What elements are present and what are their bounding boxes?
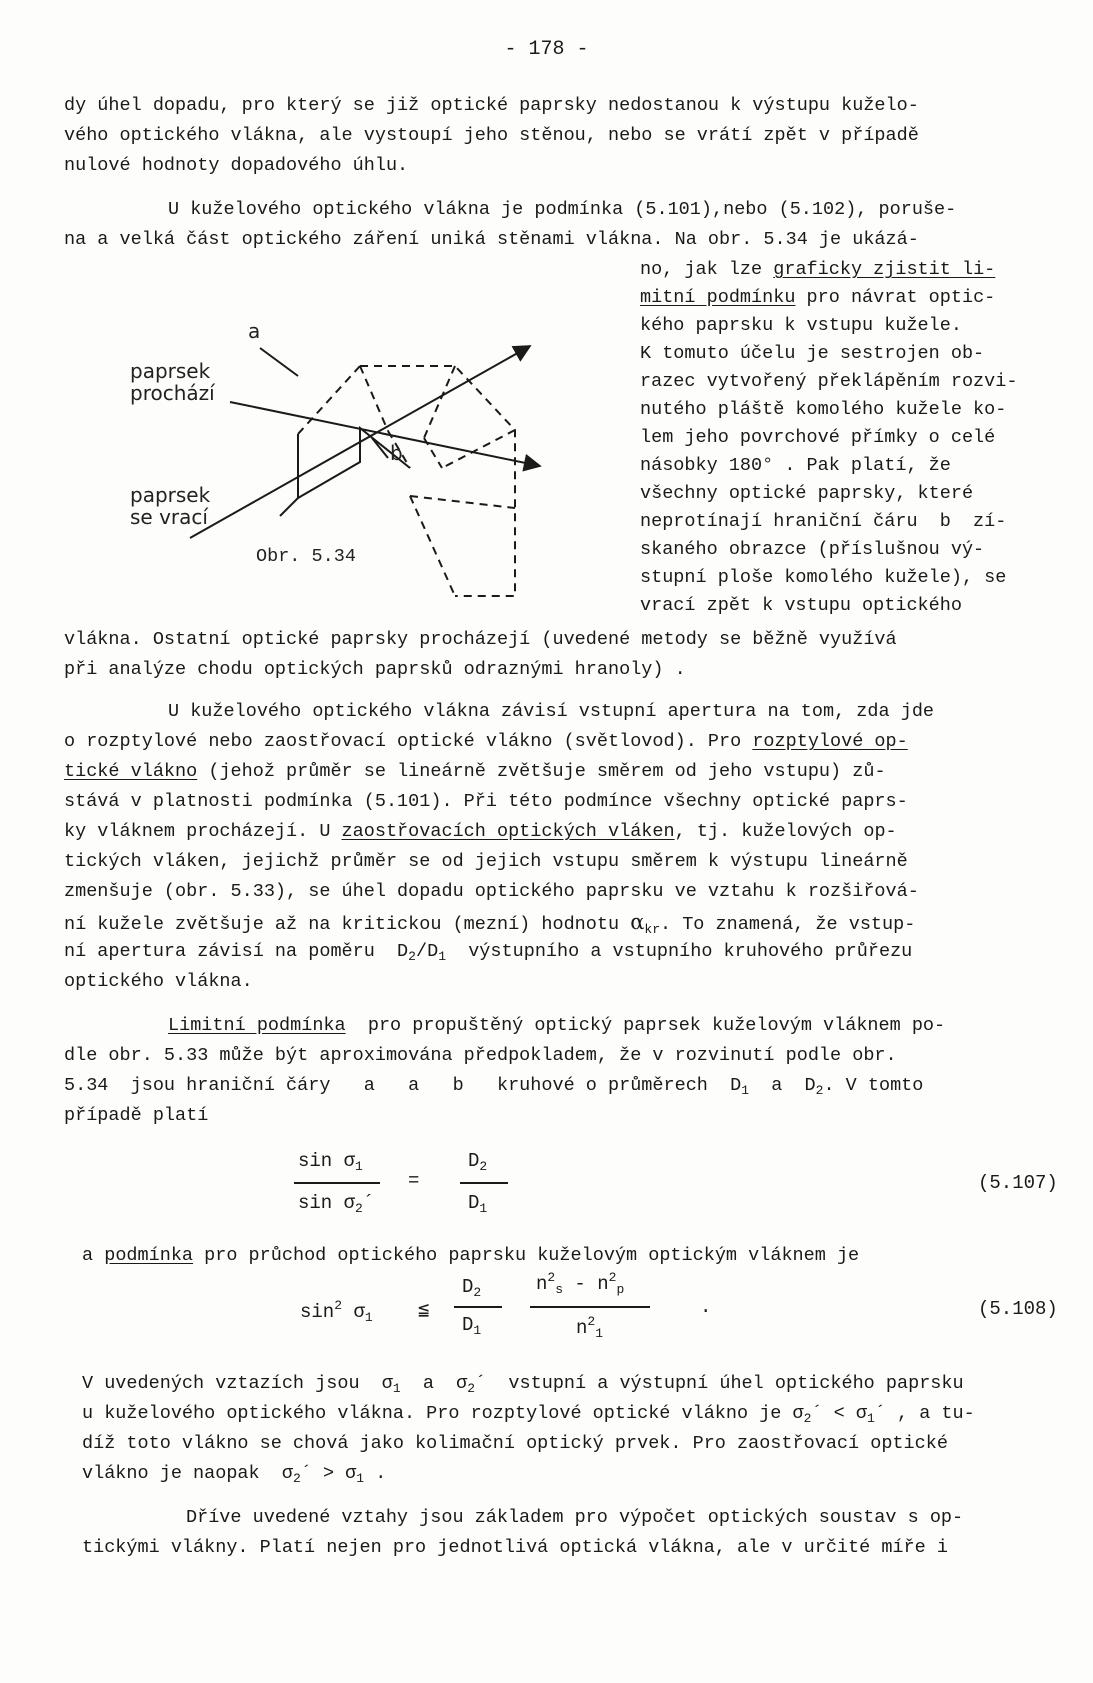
text-line: dle obr. 5.33 může být aproximována předpokladem, že v rozvinutí podle obr. [64, 1045, 897, 1066]
label-a: a [248, 319, 261, 343]
text-line: ky vláknem procházejí. U zaostřovacích optických vláken, tj. kuželových op- [64, 821, 897, 842]
text-line: no, jak lze graficky zjistit li- [640, 259, 996, 280]
eq2-relation: ≦ [418, 1299, 430, 1321]
text-line: 5.34 jsou hraniční čáry a a b kruhové o průměrech $D_1$ a $D_2$. V tomto [64, 1075, 924, 1098]
text-line: nutého pláště komolého kužele ko- [640, 399, 1007, 420]
underlined-term: tické vlákno [64, 761, 198, 782]
text-line: V uvedených vztazích jsou $\sigma_1$ a $\sigma_2´$ vstupní a výstupní úhel optického paprsku [82, 1373, 964, 1396]
ray-returns [190, 346, 530, 538]
text-line: dy úhel dopadu, pro který se již optické paprsky nedostanou k výstupu kuželo- [64, 95, 919, 116]
eq1-fraction-bar [294, 1182, 380, 1184]
page-number: - 178 - [504, 38, 589, 61]
underlined-term: mitní podmínku [640, 287, 796, 308]
equation-number: (5.107) [978, 1172, 1058, 1194]
text-line: razec vytvořený překlápěním rozvi- [640, 371, 1018, 392]
eq1-denominator: $\sin \sigma_2´$ [298, 1192, 375, 1216]
text-line: skaného obrazce (příslušnou vý- [640, 539, 985, 560]
text-line: ní kužele zvětšuje až na kritickou (mezní) hodnotu $\alpha_{kr}$. To znamená, že vstup- [64, 910, 916, 937]
eq2-lhs: $\sin^2 \sigma_1$ [300, 1298, 373, 1325]
eq1-rhs-denominator: $D_1$ [468, 1192, 488, 1216]
figure-5-34 [120, 319, 630, 608]
ray-passes-through [230, 402, 540, 466]
label-b: b [390, 441, 403, 465]
text-line: neprotínají hraniční čáru b zí- [640, 511, 1007, 532]
text-line: U kuželového optického vlákna závisí vstupní apertura na tom, zda jde [168, 701, 935, 722]
underlined-term: rozptylové op- [752, 731, 908, 752]
text-line: U kuželového optického vlákna je podmínka (5.101),nebo (5.102), poruše- [168, 199, 957, 220]
text-line: tické vlákno (jehož průměr se lineárně zvětšuje směrem od jeho vstupu) zů- [64, 761, 886, 782]
dashed-segment [410, 496, 515, 508]
text-line: Dříve uvedené vztahy jsou základem pro výpočet optických soustav s op- [186, 1507, 964, 1528]
text-line: vého optického vlákna, ale vystoupí jeho stěnou, nebo se vrátí zpět v případě [64, 125, 919, 146]
eq2-frac2-den: $n^2_1$ [576, 1314, 604, 1341]
text-line: a podmínka pro průchod optického paprsku kuželovým optickým vláknem je [82, 1245, 860, 1266]
equation-number: (5.108) [978, 1298, 1058, 1320]
text-line: lem jeho povrchové přímky o celé [640, 427, 996, 448]
text-line: u kuželového optického vlákna. Pro rozptylové optické vlákno je $\sigma_2´$ < $\sigma_1´$ , a tu- [82, 1403, 975, 1426]
text-line: tickými vlákny. Platí nejen pro jednotlivá optická vlákna, ale v určité míře i [82, 1537, 948, 1558]
text-line: stupní ploše komolého kužele), se [640, 567, 1007, 588]
text-line: všechny optické paprsky, které [640, 483, 974, 504]
underlined-term: zaostřovacích optických vláken [341, 821, 675, 842]
text-line: vlákno je naopak $\sigma_2´ > \sigma_1$ . [82, 1463, 387, 1486]
text-line: stává v platnosti podmínka (5.101). Při této podmínce všechny optické paprs- [64, 791, 908, 812]
text-line: Limitní podmínka pro propuštěný optický paprsek kuželovým vláknem po- [168, 1015, 946, 1036]
figure-caption: Obr. 5.34 [256, 546, 356, 567]
text-line: násobky 180° . Pak platí, že [640, 455, 951, 476]
text-line: ní apertura závisí na poměru $D_2/D_1$ výstupního a vstupního kruhového průřezu [64, 941, 913, 964]
text-line: zmenšuje (obr. 5.33), se úhel dopadu optického paprsku ve vztahu k rozšiřová- [64, 881, 919, 902]
alpha-symbol: α [630, 910, 645, 934]
eq1-numerator: $\sin \sigma_1$ [298, 1150, 363, 1174]
eq2-frac2-num: $n^2_s - n^2_p$ [536, 1270, 625, 1297]
text-line: díž toto vlákno se chová jako kolimační optický prvek. Pro zaostřovací optické [82, 1433, 948, 1454]
leader-line-a [260, 348, 298, 376]
dashed-segment [424, 366, 455, 438]
eq1-rhs-numerator: $D_2$ [468, 1150, 488, 1174]
label-ray-returns: paprsek se vrací [130, 483, 211, 529]
dashed-segment [298, 366, 360, 434]
text-line: vlákna. Ostatní optické paprsky procházejí (uvedené metody se běžně využívá [64, 629, 897, 650]
eq2-frac1-num: $D_2$ [462, 1276, 482, 1300]
eq1-rhs-fraction-bar [460, 1182, 508, 1184]
text-line: optického vlákna. [64, 971, 253, 992]
text-line: nulové hodnoty dopadového úhlu. [64, 155, 409, 176]
boundary-line-a [360, 366, 515, 596]
text-line: mitní podmínku pro návrat optic- [640, 287, 996, 308]
text-line: případě platí [64, 1105, 209, 1126]
text-line: při analýze chodu optických paprsků odraznými hranoly) . [64, 659, 686, 680]
eq2-frac2-bar [530, 1306, 650, 1308]
solid-segment [280, 498, 298, 516]
text-line: K tomuto účelu je sestrojen ob- [640, 343, 985, 364]
text-line: vrací zpět k vstupu optického [640, 595, 962, 616]
underlined-term: Limitní podmínka [168, 1015, 346, 1036]
dashed-segment [410, 496, 455, 596]
text-line: kého paprsku k vstupu kužele. [640, 315, 962, 336]
text-line: tických vláken, jejichž průměr se od jejich vstupu směrem k výstupu lineárně [64, 851, 908, 872]
dashed-segment [360, 366, 388, 431]
eq2-frac1-bar [454, 1306, 502, 1308]
text-line: o rozptylové nebo zaostřovací optické vlákno (světlovod). Pro rozptylové op- [64, 731, 908, 752]
eq1-equals: = [408, 1170, 420, 1192]
text-line: na a velká část optického záření uniká stěnami vlákna. Na obr. 5.34 je ukázá- [64, 229, 919, 250]
underlined-term: graficky zjistit li- [773, 259, 996, 280]
eq2-period: . [700, 1296, 712, 1318]
underlined-term: podmínka [104, 1245, 194, 1266]
eq2-frac1-den: $D_1$ [462, 1314, 482, 1338]
label-ray-passes: paprsek prochází [130, 359, 215, 405]
